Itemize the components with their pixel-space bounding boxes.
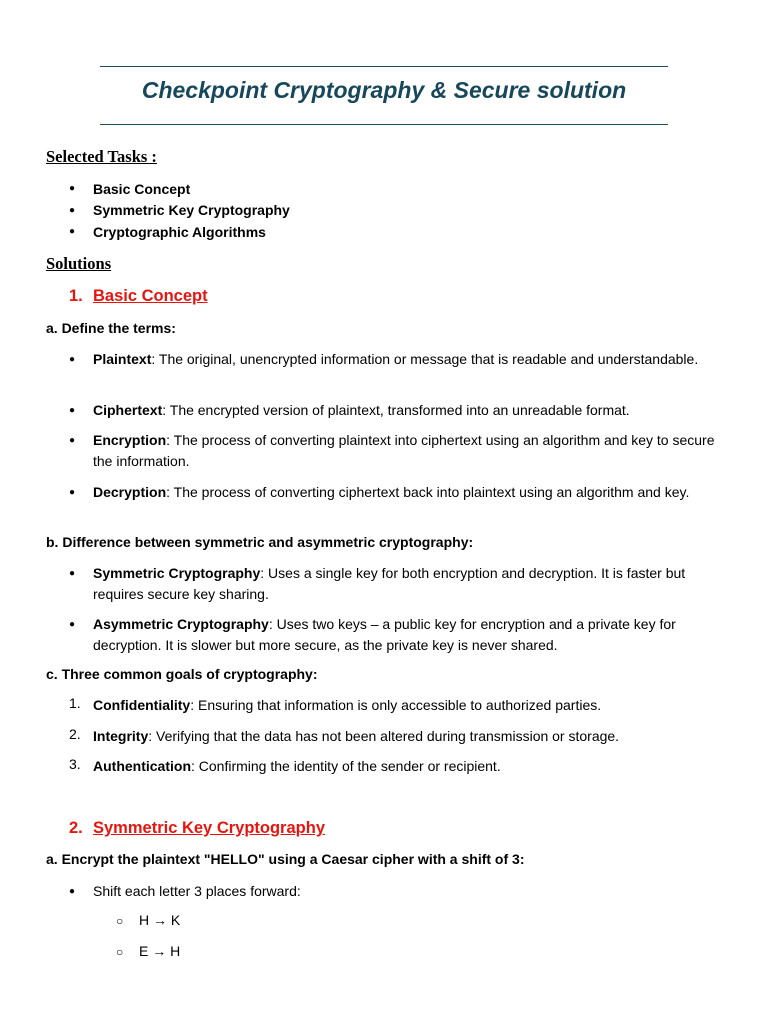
definition-item [93,400,728,421]
task-item: Cryptographic Algorithms [93,224,266,240]
step-item: Shift each letter 3 places forward: [93,883,301,899]
question-heading: a. Define the terms: [46,320,176,336]
bullet-icon: ● [69,405,76,416]
goal-item [93,726,728,747]
top-rule [100,66,668,67]
definition: : The original, unencrypted information or message that is readable and understandable. [151,351,699,367]
term: Asymmetric Cryptography [93,616,269,632]
section-number: 1. [69,287,83,305]
list-number: 1. [69,695,81,711]
term: Plaintext [93,351,152,367]
definition-item [93,482,728,503]
comparison-item [93,614,728,655]
bullet-icon: ● [69,205,76,216]
definition: : Ensuring that information is only accessible to authorized parties. [190,697,602,713]
question-heading: b. Difference between symmetric and asymmetric cryptography: [46,534,474,550]
definition: : The process of converting ciphertext back into plaintext using an algorithm and key. [166,484,690,500]
term: Encryption [93,432,167,448]
bullet-icon: ● [69,487,76,498]
bullet-icon: ● [69,886,76,897]
definition: : The encrypted version of plaintext, transformed into an unreadable format. [162,402,630,418]
bullet-icon: ● [69,354,76,365]
bottom-rule [100,124,668,125]
definition: : Uses a single key for both encryption and decryption. It is faster but requires secure key sharing. [93,565,686,602]
hollow-bullet-icon: ○ [116,945,124,959]
list-number: 3. [69,756,81,772]
bullet-icon: ● [69,619,76,630]
comparison-item [93,563,728,604]
term: Confidentiality [93,697,191,713]
section-title: Symmetric Key Cryptography [93,819,325,837]
definition: : Confirming the identity of the sender or recipient. [191,758,501,774]
definition-item [93,349,728,370]
list-number: 2. [69,726,81,742]
page-title: Checkpoint Cryptography & Secure solution [141,77,627,103]
question-heading: a. Encrypt the plaintext "HELLO" using a Caesar cipher with a shift of 3: [46,851,525,867]
term: Authentication [93,758,191,774]
term: Decryption [93,484,167,500]
bullet-icon: ● [69,183,76,194]
bullet-icon: ● [69,568,76,579]
question-heading: c. Three common goals of cryptography: [46,666,318,682]
bullet-icon: ● [69,226,76,237]
definition: : Uses two keys – a public key for encryption and a private key for decryption. It is slower but more secure, as the private key is never shared. [93,616,676,653]
shift-example: H → K [139,912,181,928]
definition: : The process of converting plaintext into ciphertext using an algorithm and key to secure the information. [93,432,715,469]
section-number: 2. [69,819,83,837]
term: Ciphertext [93,402,163,418]
section-title: Basic Concept [93,287,208,305]
hollow-bullet-icon: ○ [116,914,124,928]
shift-example: E → H [139,943,181,959]
task-item: Symmetric Key Cryptography [93,202,290,218]
selected-tasks-heading: Selected Tasks : [46,147,157,166]
term: Integrity [93,728,149,744]
definition-item [93,430,728,471]
term: Symmetric Cryptography [93,565,261,581]
solutions-heading: Solutions [46,254,112,273]
goal-item [93,756,728,777]
task-item: Basic Concept [93,181,191,197]
goal-item [93,695,728,716]
bullet-icon: ● [69,435,76,446]
definition: : Verifying that the data has not been altered during transmission or storage. [148,728,620,744]
